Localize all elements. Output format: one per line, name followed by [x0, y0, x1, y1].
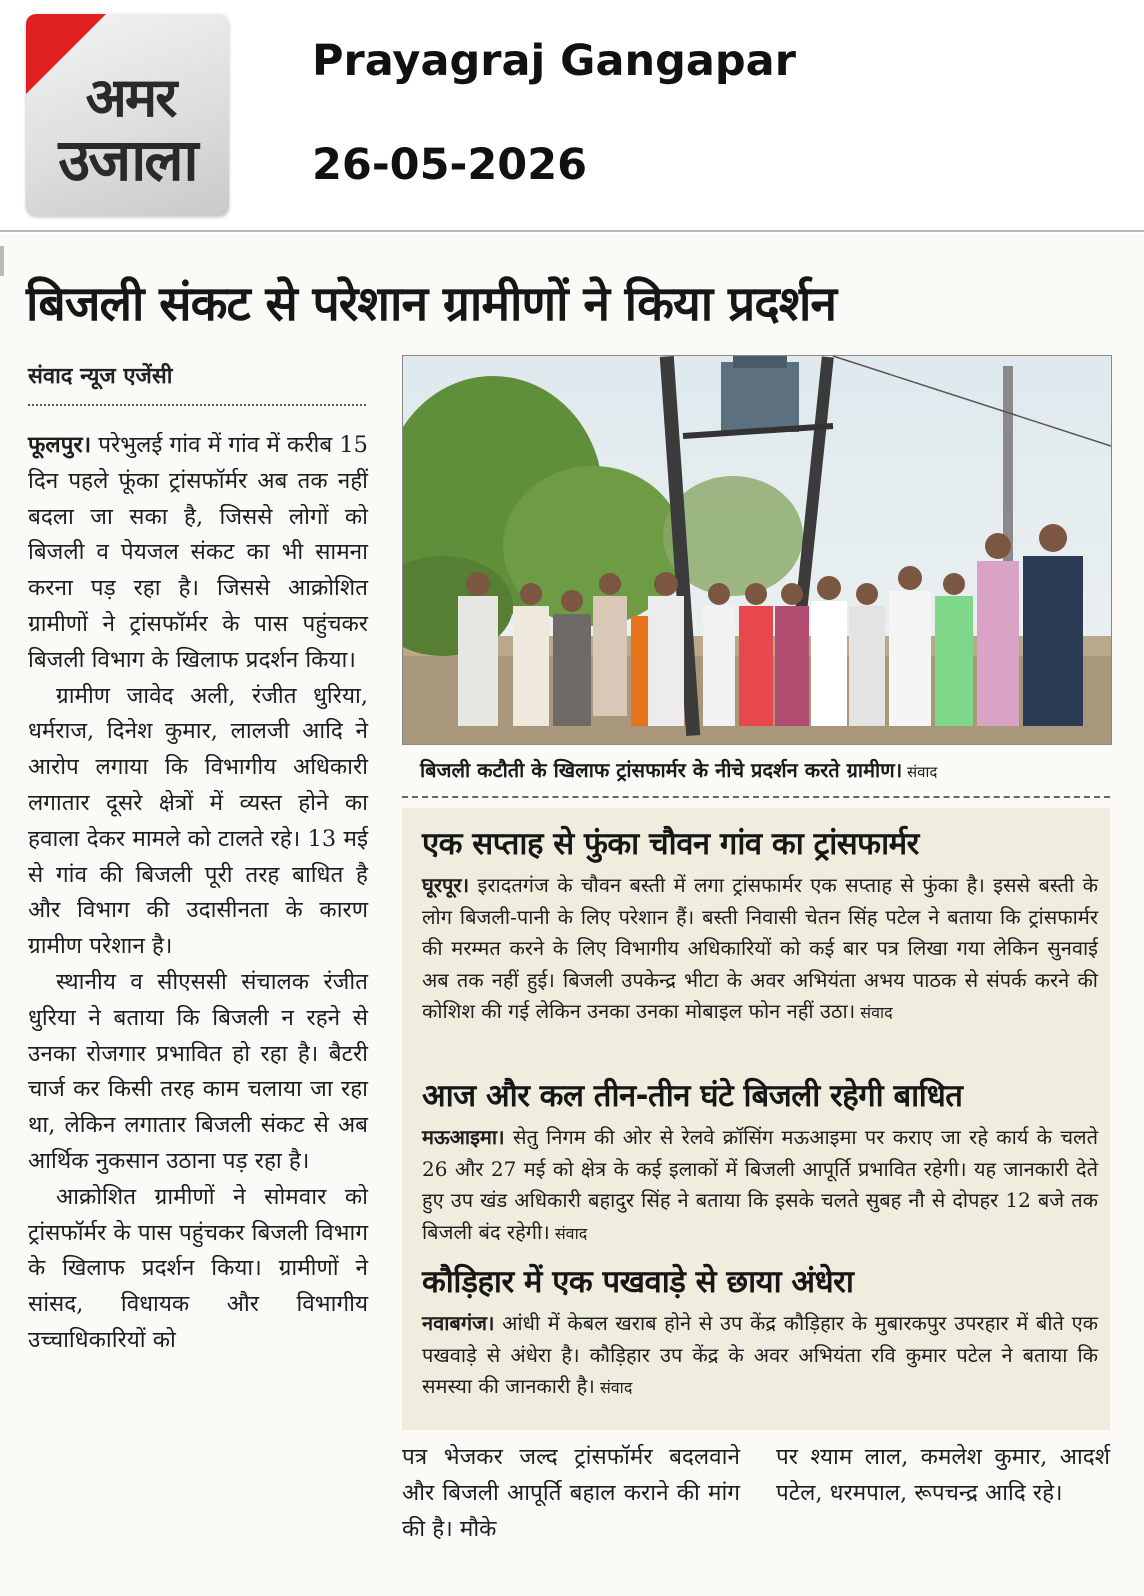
- photo-caption: बिजली कटौती के खिलाफ ट्रांसफार्मर के नीचे प्रदर्शन करते ग्रामीण। संवाद: [420, 758, 938, 782]
- brief-news-body: घूरपूर। इरादतगंज के चौवन बस्ती में लगा ट्रांसफार्मर एक सप्ताह से फुंका है। इससे बस्ती के लोग बिजली-पानी के लिए परेशान हैं। बस्ती निवासी चेतन सिंह पटेल ने बताया कि ट्रांसफार्मर की मरम्मत करने के लिए विभागीय अधिकारियों को कई बार पत्र लिखा गया लेकिन सुनवाई अब तक नहीं हुई। बिजली उपकेन्द्र भीटा के अवर अभियंता अभय पाठक से संपर्क करने की कोशिश की गई लेकिन उनका उनका मोबाइल फोन नहीं उठा। संवाद: [422, 873, 1098, 1023]
- brief-news-item: [422, 1074, 1098, 1249]
- edition-name: Prayagraj Gangapar: [312, 36, 796, 86]
- brief-news-title: एक सप्ताह से फुंका चौवन गांव का ट्रांसफार्मर: [422, 826, 919, 862]
- page-edge: [0, 246, 4, 276]
- section-divider: [402, 796, 1110, 798]
- dateline-place: फूलपुर।: [28, 432, 92, 458]
- amar-ujala-logo: [26, 14, 229, 216]
- brief-news-box: [402, 808, 1110, 1430]
- article-byline: संवाद न्यूज एजेंसी: [28, 360, 366, 406]
- brief-news-body: मऊआइमा। सेतु निगम की ओर से रेलवे क्रॉसिंग मऊआइमा पर कराए जा रहे कार्य के चलते 26 और 27 मई को क्षेत्र के कई इलाकों में बिजली आपूर्ति प्रभावित रहेगी। यह जानकारी देते हुए उप खंड अधिकारी बहादुर सिंह ने बताया कि इसके चलते सुबह नौ से दोपहर 12 बजे तक बिजली बंद रहेगी। संवाद: [422, 1125, 1098, 1244]
- brief-news-body: नवाबगंज। आंधी में केबल खराब होने से उप केंद्र कौड़िहार के मुबारकपुर उपरहार में बीते एक पखवाड़े से अंधेरा है। कौड़िहार उप केंद्र के अवर अभियंता रवि कुमार पटेल ने बताया कि समस्या की जानकारी है। संवाद: [422, 1311, 1098, 1398]
- brief-news-item: [422, 1260, 1098, 1404]
- article-continuation-middle: पत्र भेजकर जल्द ट्रांसफॉर्मर बदलवाने और बिजली आपूर्ति बहाल कराने की मांग की है। मौके: [402, 1444, 740, 1542]
- article-paragraph: फूलपुर। परेभुलई गांव में गांव में करीब 15 दिन पहले फूंका ट्रांसफॉर्मर अब तक नहीं बदला जा सका है, जिससे लोगों को बिजली व पेयजल संकट का भी सामना करना पड़ रहा है। जिससे आक्रोशित ग्रामीणों ने ट्रांसफॉर्मर के पास पहुंचकर बिजली विभाग के खिलाफ प्रदर्शन किया।: [28, 432, 369, 673]
- article-left-column: [28, 428, 368, 1359]
- protest-photo: [402, 355, 1112, 745]
- header-divider: [0, 230, 1144, 232]
- article-paragraph: ग्रामीण जावेद अली, रंजीत धुरिया, धर्मराज, दिनेश कुमार, लालजी आदि ने आरोप लगाया कि विभागीय अधिकारी लगातार दूसरे क्षेत्रों में व्यस्त होने का हवाला देकर मामले को टालते रहे। 13 मई से गांव की बिजली पूरी तरह बाधित है और विभाग की उदासीनता के कारण ग्रामीण परेशान है।: [28, 682, 368, 960]
- logo-line-1: अमर: [85, 66, 176, 129]
- page-header: [0, 0, 1144, 232]
- article-continuation-right: पर श्याम लाल, कमलेश कुमार, आदर्श पटेल, धरमपाल, रूपचन्द्र आदि रहे।: [776, 1444, 1110, 1506]
- brief-news-item: [422, 822, 1098, 1029]
- edition-date: 26-05-2026: [312, 140, 588, 190]
- article-paragraph: स्थानीय व सीएससी संचालक रंजीत धुरिया ने बताया कि बिजली न रहने से उनका रोजगार प्रभावित हो रहा है। बैटरी चार्ज कर किसी तरह काम चलाया जा रहा था, लेकिन लगातार बिजली संकट से अब आर्थिक नुकसान उठाना पड़ रहा है।: [28, 968, 368, 1174]
- brief-news-title: कौड़िहार में एक पखवाड़े से छाया अंधेरा: [422, 1264, 854, 1300]
- article-paragraph: आक्रोशित ग्रामीणों ने सोमवार को ट्रांसफॉर्मर के पास पहुंचकर बिजली विभाग के खिलाफ प्रदर्शन किया। ग्रामीणों ने सांसद, विधायक और विभागीय उच्चाधिकारियों को: [28, 1183, 368, 1353]
- article-headline: बिजली संकट से परेशान ग्रामीणों ने किया प्रदर्शन: [26, 276, 837, 332]
- photo-credit: संवाद: [902, 763, 938, 781]
- brief-news-title: आज और कल तीन-तीन घंटे बिजली रहेगी बाधित: [422, 1078, 963, 1114]
- logo-line-2: उजाला: [58, 126, 197, 194]
